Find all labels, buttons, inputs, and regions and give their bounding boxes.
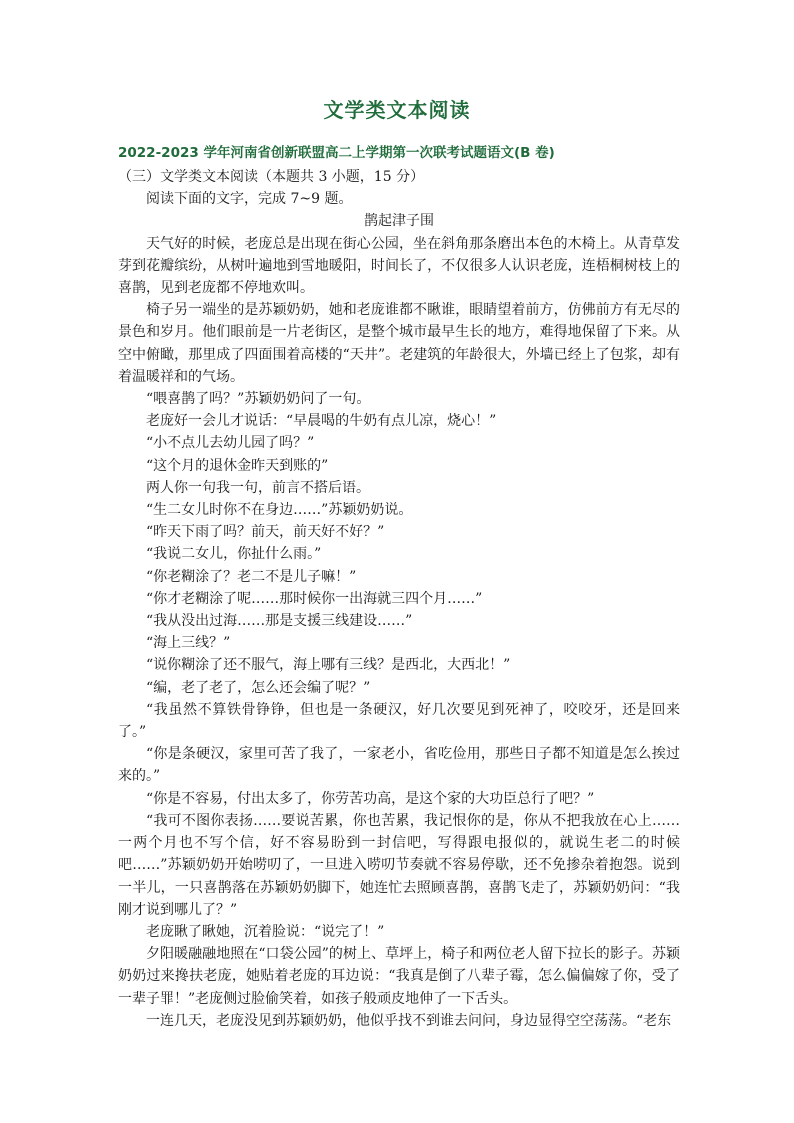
story-paragraph: “你是条硬汉，家里可苦了我了，一家老小，省吃俭用，那些日子都不知道是怎么挨过来的。” xyxy=(118,746,680,785)
story-paragraph: 老庞瞅了瞅她，沉着脸说：“说完了！” xyxy=(146,923,385,940)
section-heading: （三）文学类文本阅读（本题共 3 小题，15 分） xyxy=(118,169,425,185)
story-paragraph: “编，老了老了，怎么还会编了呢？” xyxy=(146,679,371,696)
story-paragraph: 一连几天，老庞没见到苏颖奶奶，他似乎找不到谁去问问，身边显得空空荡荡。“老东 xyxy=(146,1012,672,1029)
story-paragraphs xyxy=(118,233,680,1032)
story-paragraph: “喂喜鹊了吗？”苏颖奶奶问了一句。 xyxy=(146,391,371,408)
story-paragraph: “昨天下雨了吗？前天，前天好不好？” xyxy=(146,524,385,541)
story-paragraph: “我从没出过海……那是支援三线建设……” xyxy=(146,613,413,630)
story-paragraph: “这个月的退休金昨天到账的” xyxy=(146,457,329,474)
story-paragraph: “你才老糊涂了呢……那时候你一出海就三四个月……” xyxy=(146,590,483,607)
story-paragraph: “你老糊涂了？老二不是儿子嘛！” xyxy=(146,568,357,585)
story-paragraph: “我说二女儿，你扯什么雨。” xyxy=(146,546,322,563)
story-paragraph: 老庞好一会儿才说话：“早晨喝的牛奶有点儿凉，烧心！” xyxy=(146,413,497,430)
story-paragraph: 天气好的时候，老庞总是出现在街心公园，坐在斜角那条磨出本色的木椅上。从青草发芽到花瓣缤纷，从树叶遍地到雪地暖阳，时间长了，不仅很多人认识老庞，连梧桐树枝上的喜鹊，见到老庞都不停地欢叫。 xyxy=(118,235,680,297)
story-paragraph: “小不点儿去幼儿园了吗？” xyxy=(146,435,315,452)
page-title: 文学类文本阅读 xyxy=(323,98,471,122)
story-paragraph: 夕阳暖融融地照在“口袋公园”的树上、草坪上，椅子和两位老人留下拉长的影子。苏颖奶奶过来搀扶老庞，她贴着老庞的耳边说：“我真是倒了八辈子霉，怎么偏偏嫁了你，受了一辈子罪！”老庞侧过脸偷笑着，如孩子般顽皮地伸了一下舌头。 xyxy=(118,946,680,1007)
story-paragraph: “说你糊涂了还不服气，海上哪有三线？是西北，大西北！” xyxy=(146,657,511,674)
story-paragraph: 椅子另一端坐的是苏颖奶奶，她和老庞谁都不瞅谁，眼睛望着前方，仿佛前方有无尽的景色和岁月。他们眼前是一片老街区，是整个城市最早生长的地方，难得地保留了下来。从空中俯瞰，那里成了四面围着高楼的“天井”。老建筑的年龄很大，外墙已经上了包浆，却有着温暖祥和的气场。 xyxy=(118,302,680,385)
story-title: 鹊起津子围 xyxy=(364,213,434,230)
story-paragraph: “我可不图你表扬……要说苦累，你也苦累，我记恨你的是，你从不把我放在心上……一两个月也不写个信，好不容易盼到一封信吧，写得跟电报似的，就说生老二的时候吧……”苏颖奶奶开始唠叨了，一旦进入唠叨节奏就不容易停歇，还不免掺杂着抱怨。说到一半儿，一只喜鹊落在苏颖奶奶脚下，她连忙去照顾喜鹊，喜鹊飞走了，苏颖奶奶问：“我刚才说到哪儿了？” xyxy=(118,812,680,918)
story-paragraph: “你是不容易，付出太多了，你劳苦功高，是这个家的大功臣总行了吧？” xyxy=(146,790,595,807)
story-paragraph: “我虽然不算铁骨铮铮，但也是一条硬汉，好几次要见到死神了，咬咬牙，还是回来了。” xyxy=(118,701,680,741)
exam-subtitle: 2022-2023 学年河南省创新联盟高二上学期第一次联考试题语文(B 卷) xyxy=(118,145,555,161)
story-paragraph: “生二女儿时你不在身边……”苏颖奶奶说。 xyxy=(146,502,413,519)
story-paragraph: “海上三线？” xyxy=(146,635,231,652)
instruction: 阅读下面的文字，完成 7~9 题。 xyxy=(146,191,353,208)
story-paragraph: 两人你一句我一句，前言不搭后语。 xyxy=(146,479,370,496)
reading-passage xyxy=(118,166,680,1032)
